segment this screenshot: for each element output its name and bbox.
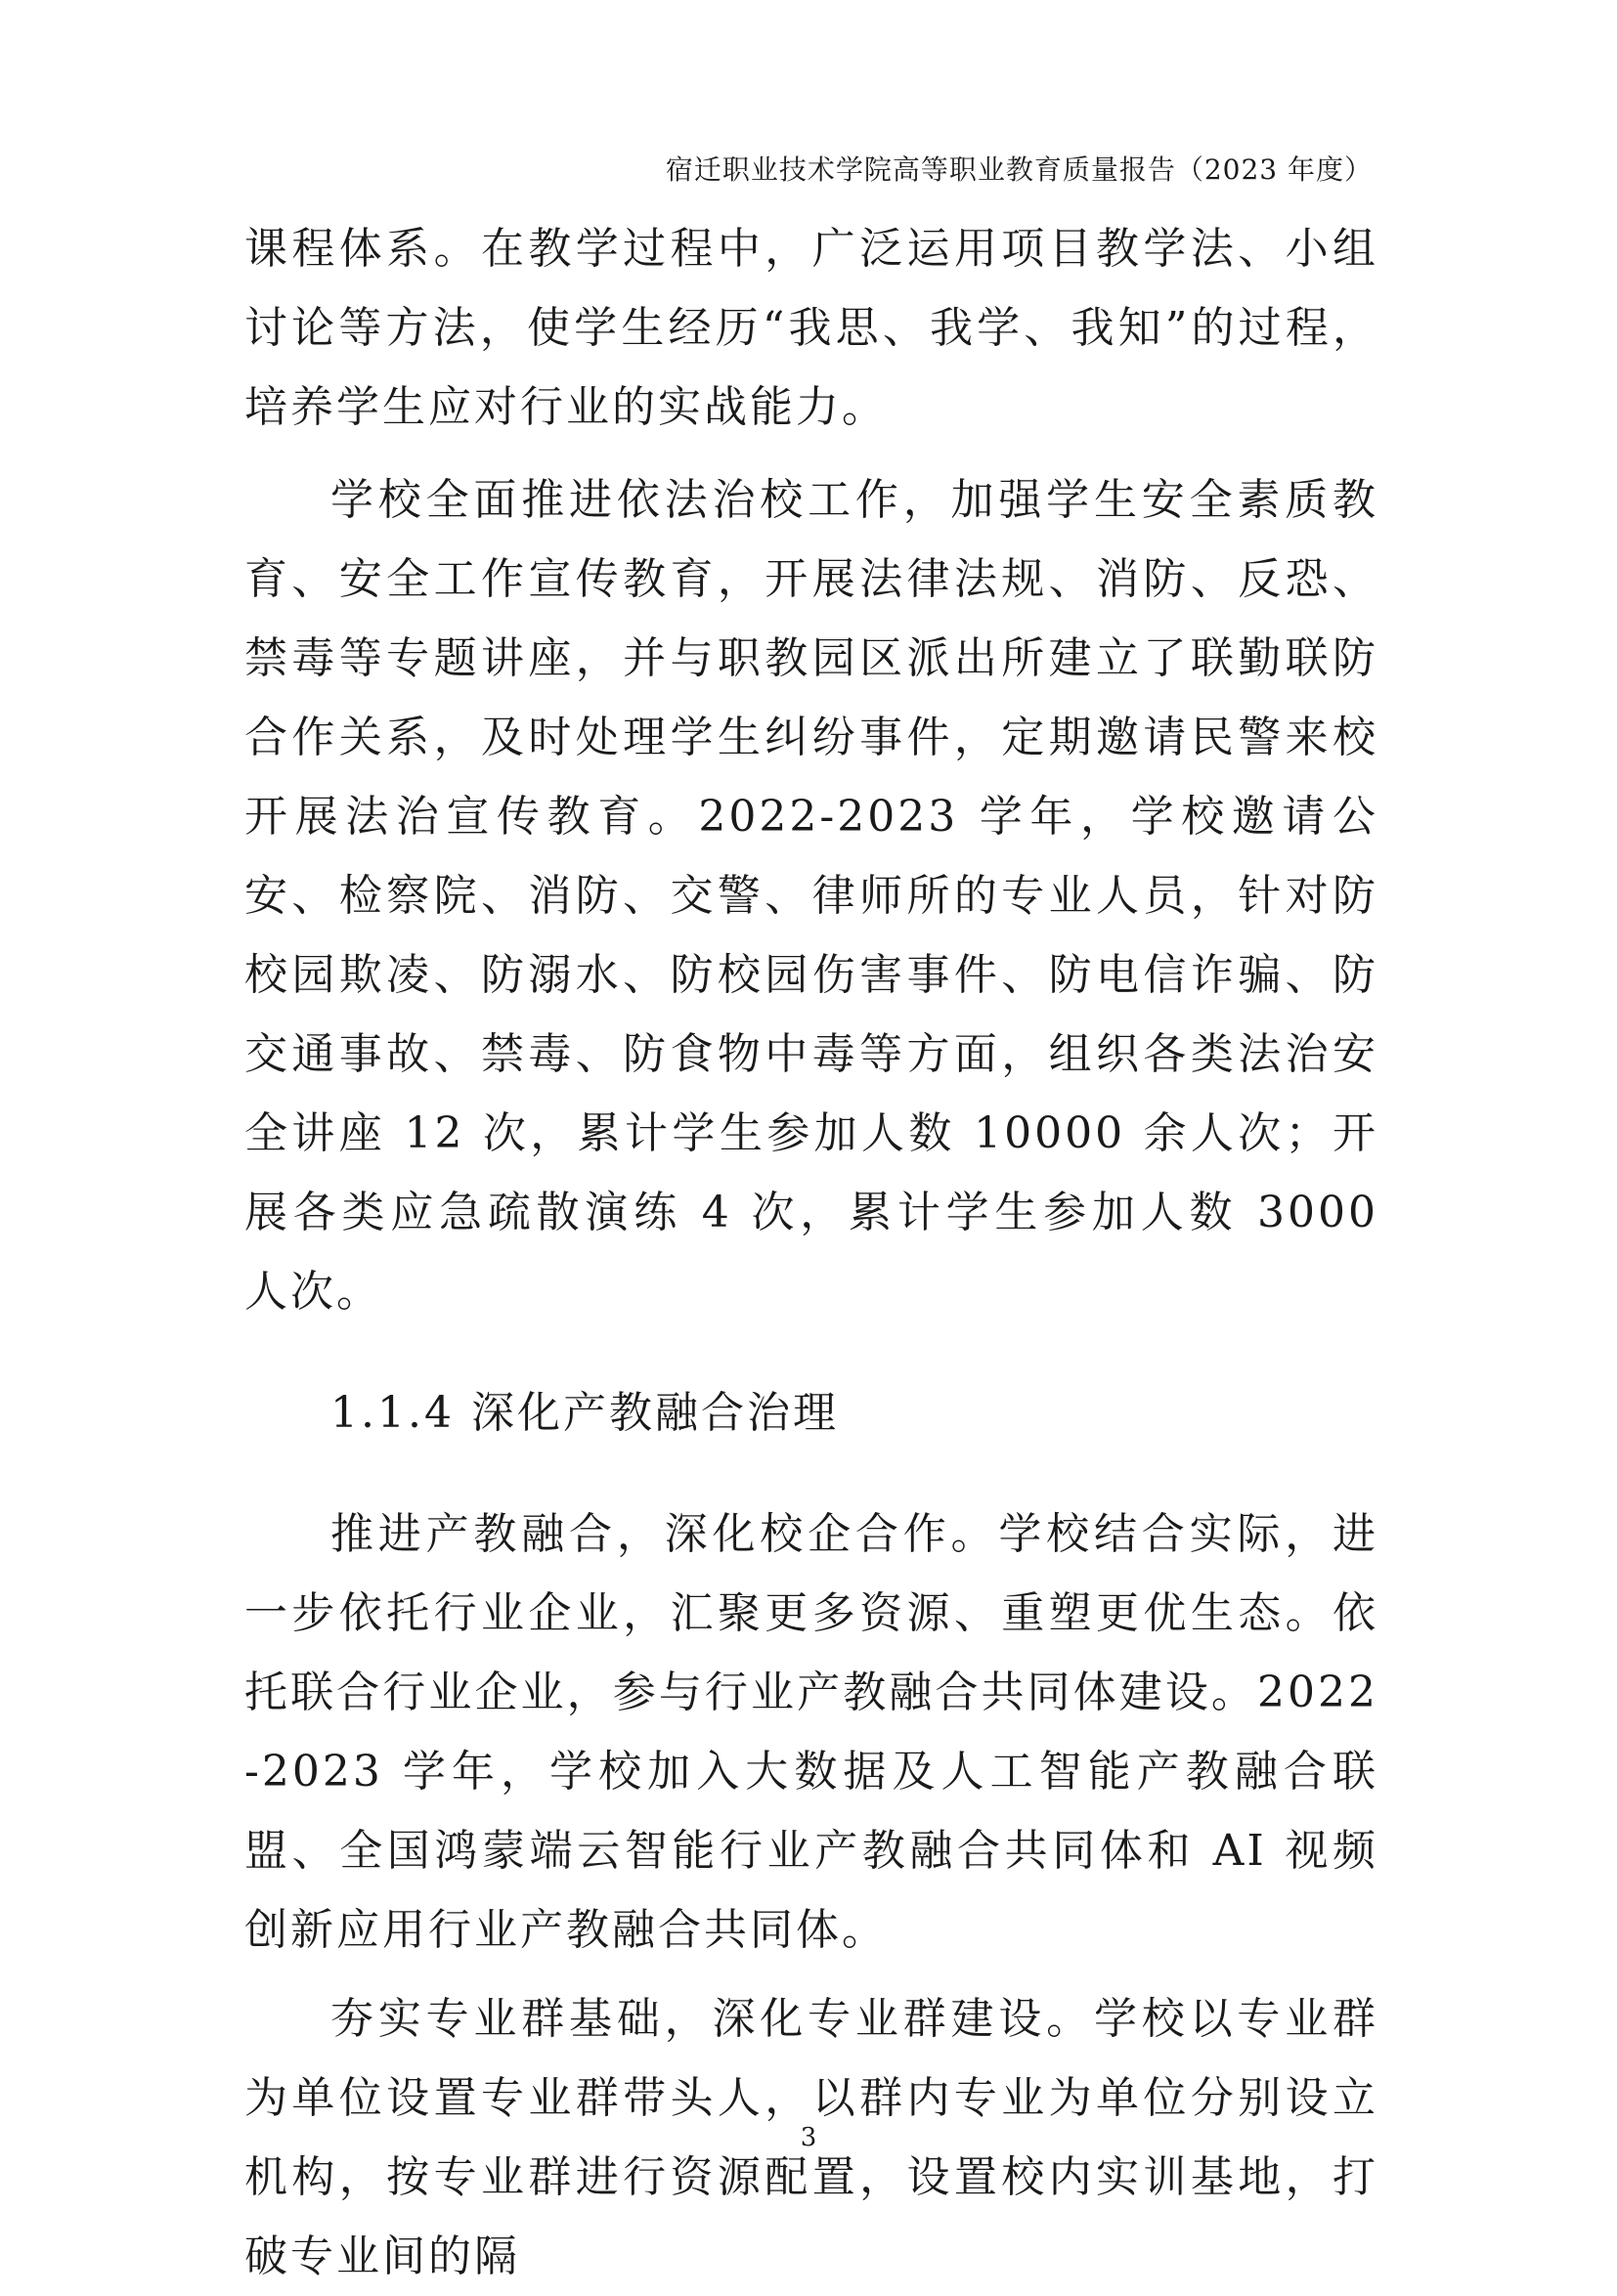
paragraph-legal-safety: 学校全面推进依法治校工作，加强学生安全素质教育、安全工作宣传教育，开展法律法规、消防、反恐、禁毒等专题讲座，并与职教园区派出所建立了联勤联防合作关系，及时处理学生纠纷事件，定期邀请民警来校开展法治宣传教育。2022-2023 学年，学校邀请公安、检察院、消防、交警、律师所的专业人员，针对防校园欺凌、防溺水、防校园伤害事件、防电信诈骗、防交通事故、禁毒、防食物中毒等方面，组织各类法治安全讲座 12 次，累计学生参加人数 10000 余人次；开展各类应急疏散演练 4 次，累计学生参加人数 3000 人次。 bbox=[244, 475, 1378, 1317]
paragraph-industry-education: 推进产教融合，深化校企合作。学校结合实际，进一步依托行业企业，汇聚更多资源、重塑更优生态。依托联合行业企业，参与行业产教融合共同体建设。2022-2023 学年，学校加入大数据及人工智能产教融合联盟、全国鸿蒙端云智能行业产教融合共同体和 AI 视频创新应用行业产教融合共同体。 bbox=[244, 1509, 1378, 1955]
page-content bbox=[244, 209, 1378, 2296]
paragraph-continued: 课程体系。在教学过程中，广泛运用项目教学法、小组讨论等方法，使学生经历“我思、我学、我知”的过程，培养学生应对行业的实战能力。 bbox=[244, 224, 1378, 432]
page-number: 3 bbox=[800, 2123, 817, 2152]
section-heading: 1.1.4 深化产教融合治理 bbox=[330, 1388, 839, 1438]
running-header: 宿迁职业技术学院高等职业教育质量报告（2023 年度） bbox=[665, 153, 1373, 186]
paragraph-professional-group: 夯实专业群基础，深化专业群建设。学校以专业群为单位设置专业群带头人，以群内专业为单位分别设立机构，按专业群进行资源配置，设置校内实训基地，打破专业间的隔 bbox=[244, 1994, 1378, 2281]
